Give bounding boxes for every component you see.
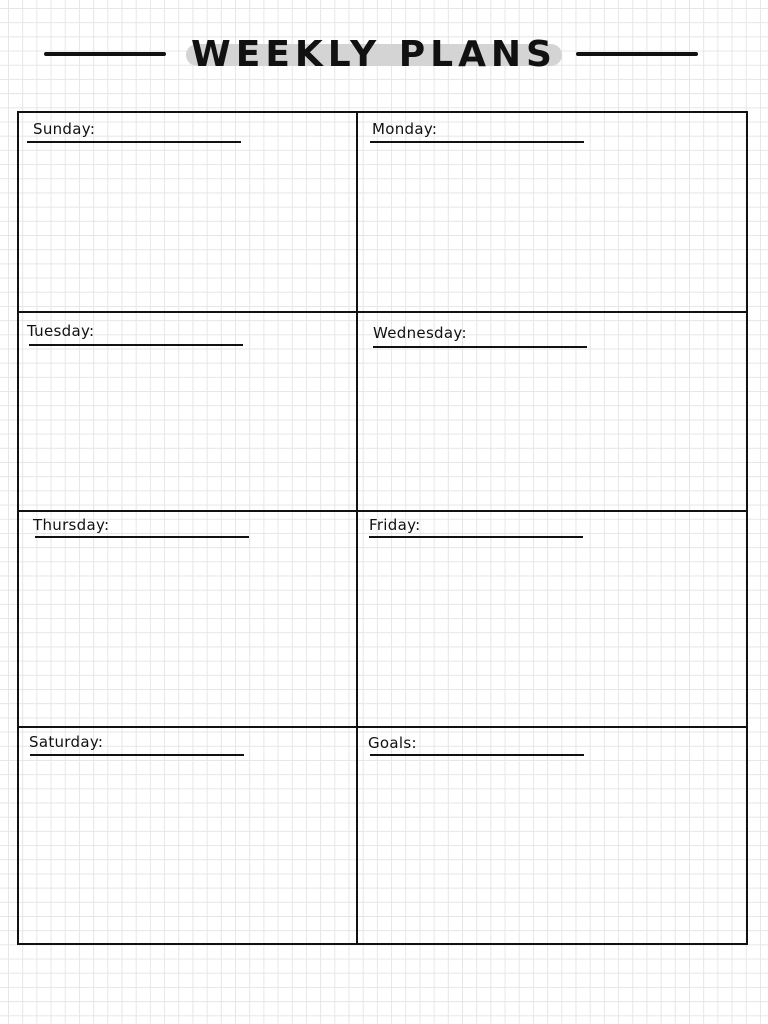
section-underline [27, 141, 241, 143]
section-sunday[interactable] [19, 113, 358, 313]
section-friday[interactable] [358, 512, 746, 728]
section-label-friday: Friday: [369, 516, 421, 534]
section-label-goals: Goals: [368, 734, 417, 752]
section-goals[interactable] [358, 728, 746, 943]
section-label-tuesday: Tuesday: [27, 322, 95, 340]
weekly-grid [17, 111, 748, 945]
footer-grid-area [0, 945, 768, 1024]
page-title: WEEKLY PLANS [191, 34, 557, 75]
section-underline [370, 141, 584, 143]
section-underline [369, 536, 583, 538]
section-wednesday[interactable] [358, 313, 746, 512]
section-monday[interactable] [358, 113, 746, 313]
section-label-monday: Monday: [372, 120, 438, 138]
section-tuesday[interactable] [19, 313, 358, 512]
section-underline [373, 346, 587, 348]
header [0, 30, 768, 80]
section-label-saturday: Saturday: [29, 733, 104, 751]
section-label-thursday: Thursday: [33, 516, 110, 534]
section-label-wednesday: Wednesday: [373, 324, 467, 342]
section-underline [29, 344, 243, 346]
section-underline [370, 754, 584, 756]
section-underline [30, 754, 244, 756]
title-rule-right [576, 52, 698, 56]
section-saturday[interactable] [19, 728, 358, 943]
section-thursday[interactable] [19, 512, 358, 728]
section-underline [35, 536, 249, 538]
title-rule-left [44, 52, 166, 56]
section-label-sunday: Sunday: [33, 120, 96, 138]
